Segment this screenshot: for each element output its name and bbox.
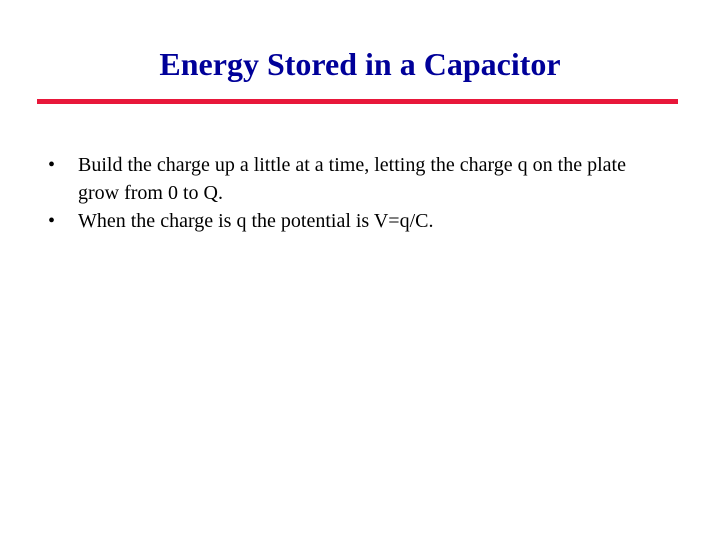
bullet-text: Build the charge up a little at a time, letting the charge q on the plate grow from 0 to Q. bbox=[78, 154, 626, 204]
slide-title: Energy Stored in a Capacitor bbox=[159, 46, 561, 82]
bullet-item bbox=[48, 207, 668, 235]
title-divider bbox=[37, 99, 678, 104]
bullet-marker: • bbox=[48, 210, 56, 232]
bullet-marker: • bbox=[48, 154, 56, 176]
bullet-item bbox=[48, 151, 668, 207]
bullet-text: When the charge is q the potential is V=q/C. bbox=[78, 210, 434, 232]
bullet-list bbox=[48, 151, 668, 235]
